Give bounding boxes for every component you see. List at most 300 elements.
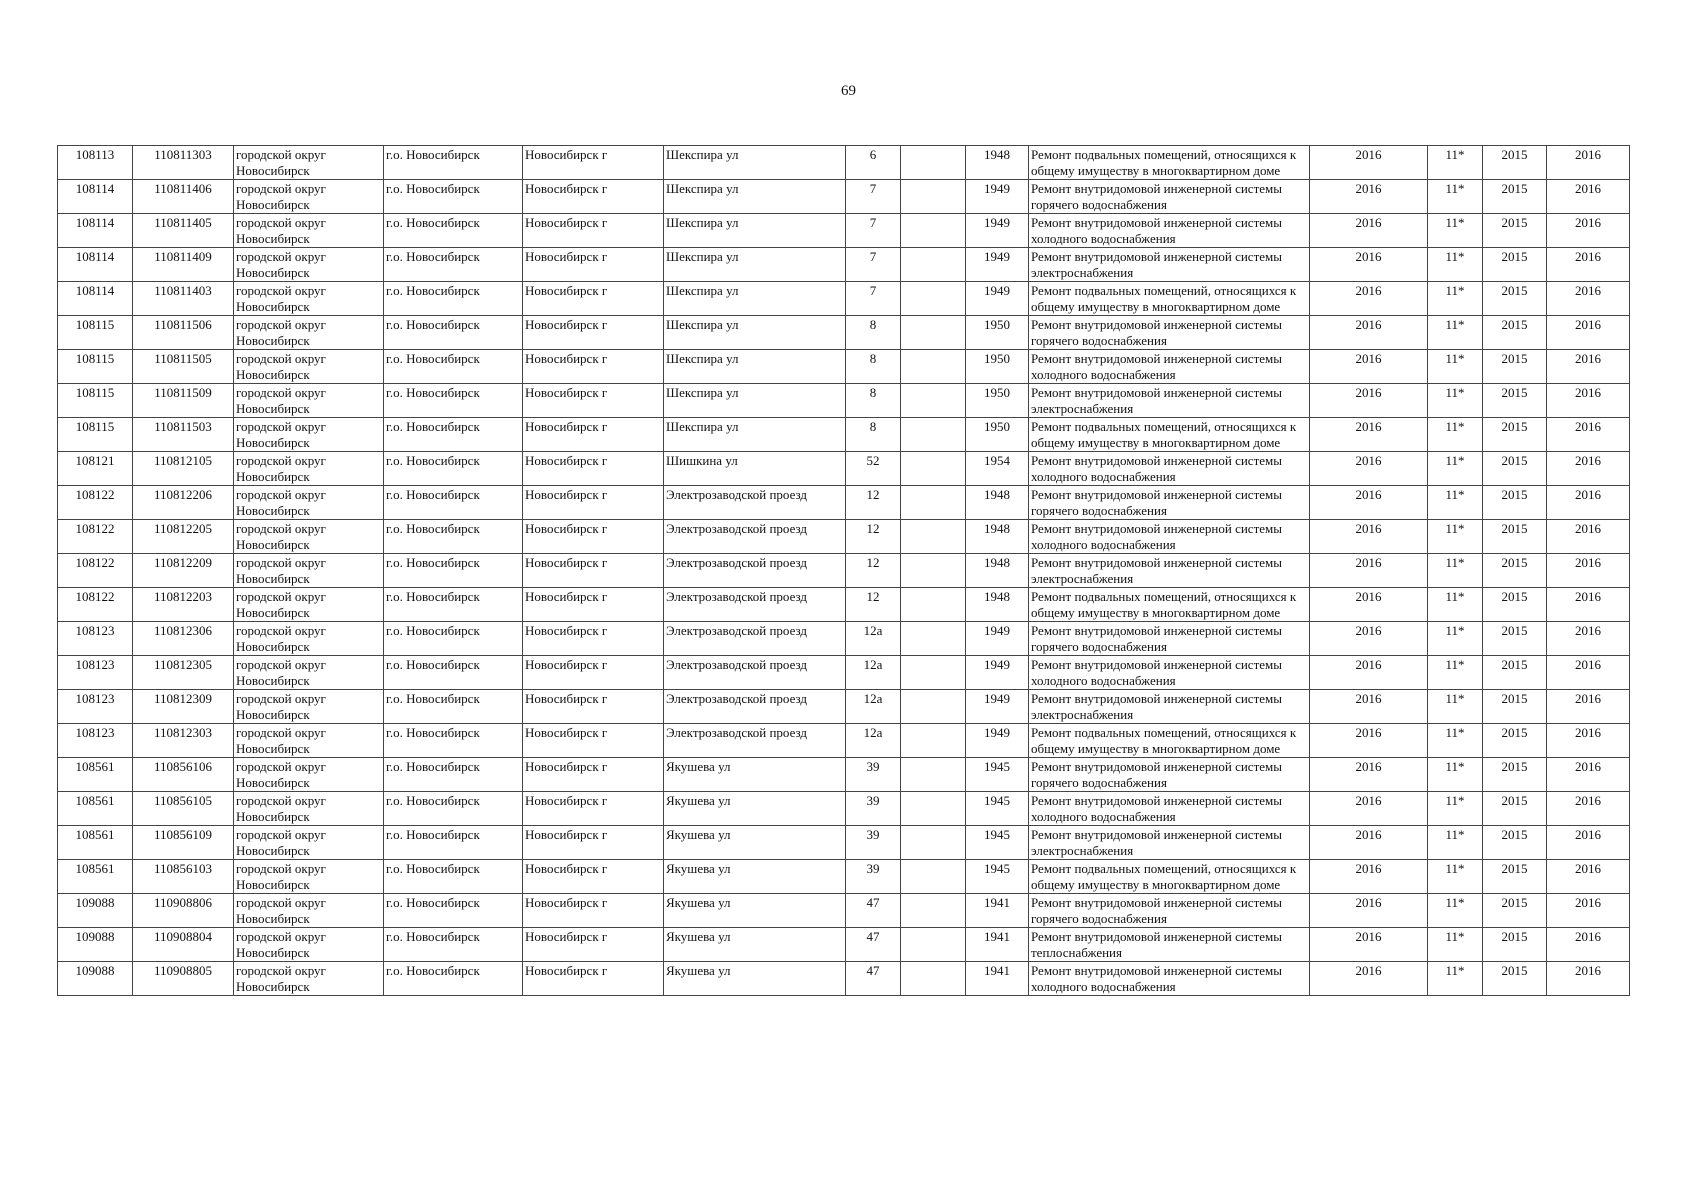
house-number-cell: 39 <box>846 860 901 894</box>
build-year-cell: 1949 <box>966 690 1029 724</box>
house-id-cell: 108114 <box>58 248 133 282</box>
table-row <box>58 316 1630 350</box>
criteria-cell: 11* <box>1428 384 1483 418</box>
planned-year-cell: 2016 <box>1310 928 1428 962</box>
settlement-cell: Новосибирск г <box>523 418 664 452</box>
settlement-cell: Новосибирск г <box>523 452 664 486</box>
table-row <box>58 894 1630 928</box>
start-year-cell: 2015 <box>1483 350 1547 384</box>
end-year-cell: 2016 <box>1547 724 1630 758</box>
municipality-cell: городской округ Новосибирск <box>234 180 384 214</box>
settlement-cell: Новосибирск г <box>523 146 664 180</box>
planned-year-cell: 2016 <box>1310 350 1428 384</box>
house-number-cell: 7 <box>846 180 901 214</box>
criteria-cell: 11* <box>1428 928 1483 962</box>
empty-cell <box>901 928 966 962</box>
object-id-cell: 110856109 <box>133 826 234 860</box>
end-year-cell: 2016 <box>1547 928 1630 962</box>
house-number-cell: 12а <box>846 656 901 690</box>
planned-year-cell: 2016 <box>1310 860 1428 894</box>
criteria-cell: 11* <box>1428 418 1483 452</box>
table-row <box>58 418 1630 452</box>
end-year-cell: 2016 <box>1547 758 1630 792</box>
street-cell: Электрозаводской проезд <box>664 554 846 588</box>
end-year-cell: 2016 <box>1547 486 1630 520</box>
start-year-cell: 2015 <box>1483 418 1547 452</box>
criteria-cell: 11* <box>1428 792 1483 826</box>
end-year-cell: 2016 <box>1547 792 1630 826</box>
planned-year-cell: 2016 <box>1310 622 1428 656</box>
build-year-cell: 1945 <box>966 826 1029 860</box>
table-row <box>58 758 1630 792</box>
municipality-cell: городской округ Новосибирск <box>234 418 384 452</box>
house-number-cell: 39 <box>846 758 901 792</box>
object-id-cell: 110811405 <box>133 214 234 248</box>
settlement-cell: Новосибирск г <box>523 928 664 962</box>
empty-cell <box>901 690 966 724</box>
build-year-cell: 1949 <box>966 214 1029 248</box>
planned-year-cell: 2016 <box>1310 826 1428 860</box>
house-id-cell: 108121 <box>58 452 133 486</box>
municipality-cell: городской округ Новосибирск <box>234 962 384 996</box>
district-cell: г.о. Новосибирск <box>384 214 523 248</box>
municipality-cell: городской округ Новосибирск <box>234 894 384 928</box>
settlement-cell: Новосибирск г <box>523 520 664 554</box>
district-cell: г.о. Новосибирск <box>384 452 523 486</box>
end-year-cell: 2016 <box>1547 316 1630 350</box>
house-number-cell: 12 <box>846 588 901 622</box>
street-cell: Якушева ул <box>664 962 846 996</box>
build-year-cell: 1949 <box>966 248 1029 282</box>
build-year-cell: 1948 <box>966 146 1029 180</box>
street-cell: Электрозаводской проезд <box>664 622 846 656</box>
table-row <box>58 520 1630 554</box>
planned-year-cell: 2016 <box>1310 758 1428 792</box>
criteria-cell: 11* <box>1428 724 1483 758</box>
page-number: 69 <box>841 83 856 99</box>
empty-cell <box>901 316 966 350</box>
planned-year-cell: 2016 <box>1310 452 1428 486</box>
house-id-cell: 108114 <box>58 180 133 214</box>
work-type-cell: Ремонт подвальных помещений, относящихся к общему имуществу в многоквартирном доме <box>1029 588 1310 622</box>
empty-cell <box>901 384 966 418</box>
street-cell: Якушева ул <box>664 758 846 792</box>
settlement-cell: Новосибирск г <box>523 248 664 282</box>
end-year-cell: 2016 <box>1547 656 1630 690</box>
house-number-cell: 6 <box>846 146 901 180</box>
work-type-cell: Ремонт внутридомовой инженерной системы горячего водоснабжения <box>1029 316 1310 350</box>
municipality-cell: городской округ Новосибирск <box>234 384 384 418</box>
criteria-cell: 11* <box>1428 146 1483 180</box>
street-cell: Электрозаводской проезд <box>664 656 846 690</box>
object-id-cell: 110811503 <box>133 418 234 452</box>
street-cell: Якушева ул <box>664 928 846 962</box>
start-year-cell: 2015 <box>1483 724 1547 758</box>
work-type-cell: Ремонт внутридомовой инженерной системы электроснабжения <box>1029 248 1310 282</box>
settlement-cell: Новосибирск г <box>523 554 664 588</box>
house-number-cell: 7 <box>846 248 901 282</box>
house-id-cell: 108115 <box>58 350 133 384</box>
build-year-cell: 1949 <box>966 656 1029 690</box>
district-cell: г.о. Новосибирск <box>384 792 523 826</box>
table-row <box>58 724 1630 758</box>
street-cell: Якушева ул <box>664 860 846 894</box>
empty-cell <box>901 180 966 214</box>
planned-year-cell: 2016 <box>1310 724 1428 758</box>
table-row <box>58 588 1630 622</box>
district-cell: г.о. Новосибирск <box>384 554 523 588</box>
build-year-cell: 1945 <box>966 860 1029 894</box>
district-cell: г.о. Новосибирск <box>384 384 523 418</box>
criteria-cell: 11* <box>1428 452 1483 486</box>
criteria-cell: 11* <box>1428 894 1483 928</box>
table-row <box>58 146 1630 180</box>
end-year-cell: 2016 <box>1547 418 1630 452</box>
district-cell: г.о. Новосибирск <box>384 180 523 214</box>
municipality-cell: городской округ Новосибирск <box>234 554 384 588</box>
start-year-cell: 2015 <box>1483 622 1547 656</box>
settlement-cell: Новосибирск г <box>523 724 664 758</box>
object-id-cell: 110811505 <box>133 350 234 384</box>
municipality-cell: городской округ Новосибирск <box>234 758 384 792</box>
planned-year-cell: 2016 <box>1310 894 1428 928</box>
district-cell: г.о. Новосибирск <box>384 826 523 860</box>
build-year-cell: 1948 <box>966 520 1029 554</box>
district-cell: г.о. Новосибирск <box>384 724 523 758</box>
planned-year-cell: 2016 <box>1310 384 1428 418</box>
start-year-cell: 2015 <box>1483 690 1547 724</box>
settlement-cell: Новосибирск г <box>523 622 664 656</box>
object-id-cell: 110908806 <box>133 894 234 928</box>
end-year-cell: 2016 <box>1547 962 1630 996</box>
district-cell: г.о. Новосибирск <box>384 282 523 316</box>
table-row <box>58 860 1630 894</box>
criteria-cell: 11* <box>1428 520 1483 554</box>
build-year-cell: 1945 <box>966 758 1029 792</box>
planned-year-cell: 2016 <box>1310 792 1428 826</box>
municipality-cell: городской округ Новосибирск <box>234 282 384 316</box>
work-type-cell: Ремонт внутридомовой инженерной системы холодного водоснабжения <box>1029 214 1310 248</box>
settlement-cell: Новосибирск г <box>523 894 664 928</box>
object-id-cell: 110812303 <box>133 724 234 758</box>
house-number-cell: 12 <box>846 554 901 588</box>
work-type-cell: Ремонт внутридомовой инженерной системы холодного водоснабжения <box>1029 792 1310 826</box>
settlement-cell: Новосибирск г <box>523 758 664 792</box>
empty-cell <box>901 248 966 282</box>
house-number-cell: 12 <box>846 486 901 520</box>
criteria-cell: 11* <box>1428 656 1483 690</box>
start-year-cell: 2015 <box>1483 316 1547 350</box>
work-type-cell: Ремонт подвальных помещений, относящихся к общему имуществу в многоквартирном доме <box>1029 860 1310 894</box>
end-year-cell: 2016 <box>1547 860 1630 894</box>
work-type-cell: Ремонт внутридомовой инженерной системы теплоснабжения <box>1029 928 1310 962</box>
empty-cell <box>901 418 966 452</box>
empty-cell <box>901 452 966 486</box>
empty-cell <box>901 656 966 690</box>
district-cell: г.о. Новосибирск <box>384 248 523 282</box>
criteria-cell: 11* <box>1428 758 1483 792</box>
empty-cell <box>901 554 966 588</box>
municipality-cell: городской округ Новосибирск <box>234 826 384 860</box>
house-number-cell: 47 <box>846 962 901 996</box>
empty-cell <box>901 282 966 316</box>
work-type-cell: Ремонт внутридомовой инженерной системы электроснабжения <box>1029 554 1310 588</box>
object-id-cell: 110811406 <box>133 180 234 214</box>
empty-cell <box>901 792 966 826</box>
settlement-cell: Новосибирск г <box>523 860 664 894</box>
build-year-cell: 1950 <box>966 384 1029 418</box>
municipality-cell: городской округ Новосибирск <box>234 792 384 826</box>
house-id-cell: 108114 <box>58 214 133 248</box>
criteria-cell: 11* <box>1428 588 1483 622</box>
start-year-cell: 2015 <box>1483 486 1547 520</box>
district-cell: г.о. Новосибирск <box>384 418 523 452</box>
work-type-cell: Ремонт подвальных помещений, относящихся к общему имуществу в многоквартирном доме <box>1029 146 1310 180</box>
district-cell: г.о. Новосибирск <box>384 350 523 384</box>
work-type-cell: Ремонт внутридомовой инженерной системы холодного водоснабжения <box>1029 350 1310 384</box>
house-id-cell: 108115 <box>58 418 133 452</box>
build-year-cell: 1949 <box>966 282 1029 316</box>
end-year-cell: 2016 <box>1547 690 1630 724</box>
planned-year-cell: 2016 <box>1310 214 1428 248</box>
start-year-cell: 2015 <box>1483 962 1547 996</box>
work-type-cell: Ремонт внутридомовой инженерной системы электроснабжения <box>1029 826 1310 860</box>
build-year-cell: 1948 <box>966 554 1029 588</box>
start-year-cell: 2015 <box>1483 452 1547 486</box>
build-year-cell: 1949 <box>966 180 1029 214</box>
planned-year-cell: 2016 <box>1310 486 1428 520</box>
house-number-cell: 12а <box>846 622 901 656</box>
municipality-cell: городской округ Новосибирск <box>234 588 384 622</box>
criteria-cell: 11* <box>1428 554 1483 588</box>
end-year-cell: 2016 <box>1547 894 1630 928</box>
settlement-cell: Новосибирск г <box>523 656 664 690</box>
table-row <box>58 962 1630 996</box>
house-id-cell: 108561 <box>58 860 133 894</box>
table-row <box>58 248 1630 282</box>
criteria-cell: 11* <box>1428 180 1483 214</box>
work-type-cell: Ремонт внутридомовой инженерной системы горячего водоснабжения <box>1029 758 1310 792</box>
house-id-cell: 108123 <box>58 622 133 656</box>
municipality-cell: городской округ Новосибирск <box>234 248 384 282</box>
build-year-cell: 1950 <box>966 418 1029 452</box>
house-number-cell: 52 <box>846 452 901 486</box>
house-number-cell: 12а <box>846 690 901 724</box>
object-id-cell: 110908805 <box>133 962 234 996</box>
house-number-cell: 7 <box>846 282 901 316</box>
build-year-cell: 1949 <box>966 622 1029 656</box>
build-year-cell: 1941 <box>966 962 1029 996</box>
settlement-cell: Новосибирск г <box>523 214 664 248</box>
planned-year-cell: 2016 <box>1310 146 1428 180</box>
criteria-cell: 11* <box>1428 282 1483 316</box>
end-year-cell: 2016 <box>1547 214 1630 248</box>
planned-year-cell: 2016 <box>1310 554 1428 588</box>
table-row <box>58 214 1630 248</box>
house-id-cell: 108122 <box>58 554 133 588</box>
table-row <box>58 384 1630 418</box>
build-year-cell: 1954 <box>966 452 1029 486</box>
district-cell: г.о. Новосибирск <box>384 486 523 520</box>
empty-cell <box>901 350 966 384</box>
table-row <box>58 486 1630 520</box>
start-year-cell: 2015 <box>1483 860 1547 894</box>
empty-cell <box>901 826 966 860</box>
house-id-cell: 108115 <box>58 316 133 350</box>
criteria-cell: 11* <box>1428 486 1483 520</box>
work-type-cell: Ремонт подвальных помещений, относящихся к общему имуществу в многоквартирном доме <box>1029 418 1310 452</box>
start-year-cell: 2015 <box>1483 214 1547 248</box>
work-type-cell: Ремонт внутридомовой инженерной системы электроснабжения <box>1029 384 1310 418</box>
work-type-cell: Ремонт внутридомовой инженерной системы холодного водоснабжения <box>1029 520 1310 554</box>
house-number-cell: 39 <box>846 792 901 826</box>
street-cell: Электрозаводской проезд <box>664 520 846 554</box>
settlement-cell: Новосибирск г <box>523 350 664 384</box>
object-id-cell: 110856106 <box>133 758 234 792</box>
settlement-cell: Новосибирск г <box>523 962 664 996</box>
repair-register-table <box>57 145 1630 996</box>
end-year-cell: 2016 <box>1547 282 1630 316</box>
table-row <box>58 350 1630 384</box>
municipality-cell: городской округ Новосибирск <box>234 520 384 554</box>
build-year-cell: 1950 <box>966 350 1029 384</box>
empty-cell <box>901 962 966 996</box>
settlement-cell: Новосибирск г <box>523 486 664 520</box>
house-id-cell: 109088 <box>58 962 133 996</box>
settlement-cell: Новосибирск г <box>523 690 664 724</box>
object-id-cell: 110811506 <box>133 316 234 350</box>
start-year-cell: 2015 <box>1483 894 1547 928</box>
settlement-cell: Новосибирск г <box>523 792 664 826</box>
start-year-cell: 2015 <box>1483 758 1547 792</box>
build-year-cell: 1948 <box>966 486 1029 520</box>
planned-year-cell: 2016 <box>1310 656 1428 690</box>
district-cell: г.о. Новосибирск <box>384 690 523 724</box>
district-cell: г.о. Новосибирск <box>384 758 523 792</box>
criteria-cell: 11* <box>1428 248 1483 282</box>
end-year-cell: 2016 <box>1547 554 1630 588</box>
table-row <box>58 656 1630 690</box>
house-number-cell: 47 <box>846 894 901 928</box>
work-type-cell: Ремонт подвальных помещений, относящихся к общему имуществу в многоквартирном доме <box>1029 724 1310 758</box>
object-id-cell: 110811509 <box>133 384 234 418</box>
house-number-cell: 8 <box>846 418 901 452</box>
settlement-cell: Новосибирск г <box>523 282 664 316</box>
district-cell: г.о. Новосибирск <box>384 656 523 690</box>
table-row <box>58 180 1630 214</box>
table-row <box>58 792 1630 826</box>
work-type-cell: Ремонт внутридомовой инженерной системы горячего водоснабжения <box>1029 486 1310 520</box>
house-id-cell: 108123 <box>58 690 133 724</box>
build-year-cell: 1941 <box>966 928 1029 962</box>
street-cell: Шекспира ул <box>664 282 846 316</box>
start-year-cell: 2015 <box>1483 928 1547 962</box>
empty-cell <box>901 860 966 894</box>
work-type-cell: Ремонт внутридомовой инженерной системы холодного водоснабжения <box>1029 452 1310 486</box>
house-id-cell: 108123 <box>58 724 133 758</box>
street-cell: Шекспира ул <box>664 180 846 214</box>
district-cell: г.о. Новосибирск <box>384 588 523 622</box>
municipality-cell: городской округ Новосибирск <box>234 656 384 690</box>
end-year-cell: 2016 <box>1547 384 1630 418</box>
street-cell: Электрозаводской проезд <box>664 724 846 758</box>
object-id-cell: 110908804 <box>133 928 234 962</box>
work-type-cell: Ремонт внутридомовой инженерной системы холодного водоснабжения <box>1029 656 1310 690</box>
settlement-cell: Новосибирск г <box>523 384 664 418</box>
district-cell: г.о. Новосибирск <box>384 962 523 996</box>
settlement-cell: Новосибирск г <box>523 180 664 214</box>
district-cell: г.о. Новосибирск <box>384 146 523 180</box>
planned-year-cell: 2016 <box>1310 418 1428 452</box>
house-id-cell: 108561 <box>58 826 133 860</box>
table-row <box>58 554 1630 588</box>
end-year-cell: 2016 <box>1547 180 1630 214</box>
object-id-cell: 110812209 <box>133 554 234 588</box>
house-number-cell: 39 <box>846 826 901 860</box>
start-year-cell: 2015 <box>1483 180 1547 214</box>
build-year-cell: 1941 <box>966 894 1029 928</box>
build-year-cell: 1945 <box>966 792 1029 826</box>
planned-year-cell: 2016 <box>1310 690 1428 724</box>
build-year-cell: 1948 <box>966 588 1029 622</box>
municipality-cell: городской округ Новосибирск <box>234 486 384 520</box>
criteria-cell: 11* <box>1428 962 1483 996</box>
house-id-cell: 108561 <box>58 792 133 826</box>
end-year-cell: 2016 <box>1547 588 1630 622</box>
district-cell: г.о. Новосибирск <box>384 928 523 962</box>
table-row <box>58 928 1630 962</box>
house-id-cell: 108561 <box>58 758 133 792</box>
empty-cell <box>901 588 966 622</box>
street-cell: Якушева ул <box>664 894 846 928</box>
table-row <box>58 622 1630 656</box>
street-cell: Шекспира ул <box>664 418 846 452</box>
criteria-cell: 11* <box>1428 350 1483 384</box>
empty-cell <box>901 520 966 554</box>
municipality-cell: городской округ Новосибирск <box>234 690 384 724</box>
criteria-cell: 11* <box>1428 690 1483 724</box>
street-cell: Шекспира ул <box>664 214 846 248</box>
empty-cell <box>901 214 966 248</box>
start-year-cell: 2015 <box>1483 826 1547 860</box>
municipality-cell: городской округ Новосибирск <box>234 724 384 758</box>
settlement-cell: Новосибирск г <box>523 588 664 622</box>
house-id-cell: 108114 <box>58 282 133 316</box>
house-id-cell: 109088 <box>58 928 133 962</box>
start-year-cell: 2015 <box>1483 588 1547 622</box>
street-cell: Электрозаводской проезд <box>664 486 846 520</box>
criteria-cell: 11* <box>1428 860 1483 894</box>
district-cell: г.о. Новосибирск <box>384 316 523 350</box>
district-cell: г.о. Новосибирск <box>384 622 523 656</box>
house-id-cell: 108122 <box>58 486 133 520</box>
house-number-cell: 8 <box>846 316 901 350</box>
district-cell: г.о. Новосибирск <box>384 520 523 554</box>
house-number-cell: 12 <box>846 520 901 554</box>
empty-cell <box>901 146 966 180</box>
object-id-cell: 110812305 <box>133 656 234 690</box>
house-id-cell: 108123 <box>58 656 133 690</box>
municipality-cell: городской округ Новосибирск <box>234 622 384 656</box>
district-cell: г.о. Новосибирск <box>384 860 523 894</box>
municipality-cell: городской округ Новосибирск <box>234 928 384 962</box>
start-year-cell: 2015 <box>1483 520 1547 554</box>
empty-cell <box>901 486 966 520</box>
end-year-cell: 2016 <box>1547 622 1630 656</box>
settlement-cell: Новосибирск г <box>523 316 664 350</box>
work-type-cell: Ремонт внутридомовой инженерной системы холодного водоснабжения <box>1029 962 1310 996</box>
district-cell: г.о. Новосибирск <box>384 894 523 928</box>
